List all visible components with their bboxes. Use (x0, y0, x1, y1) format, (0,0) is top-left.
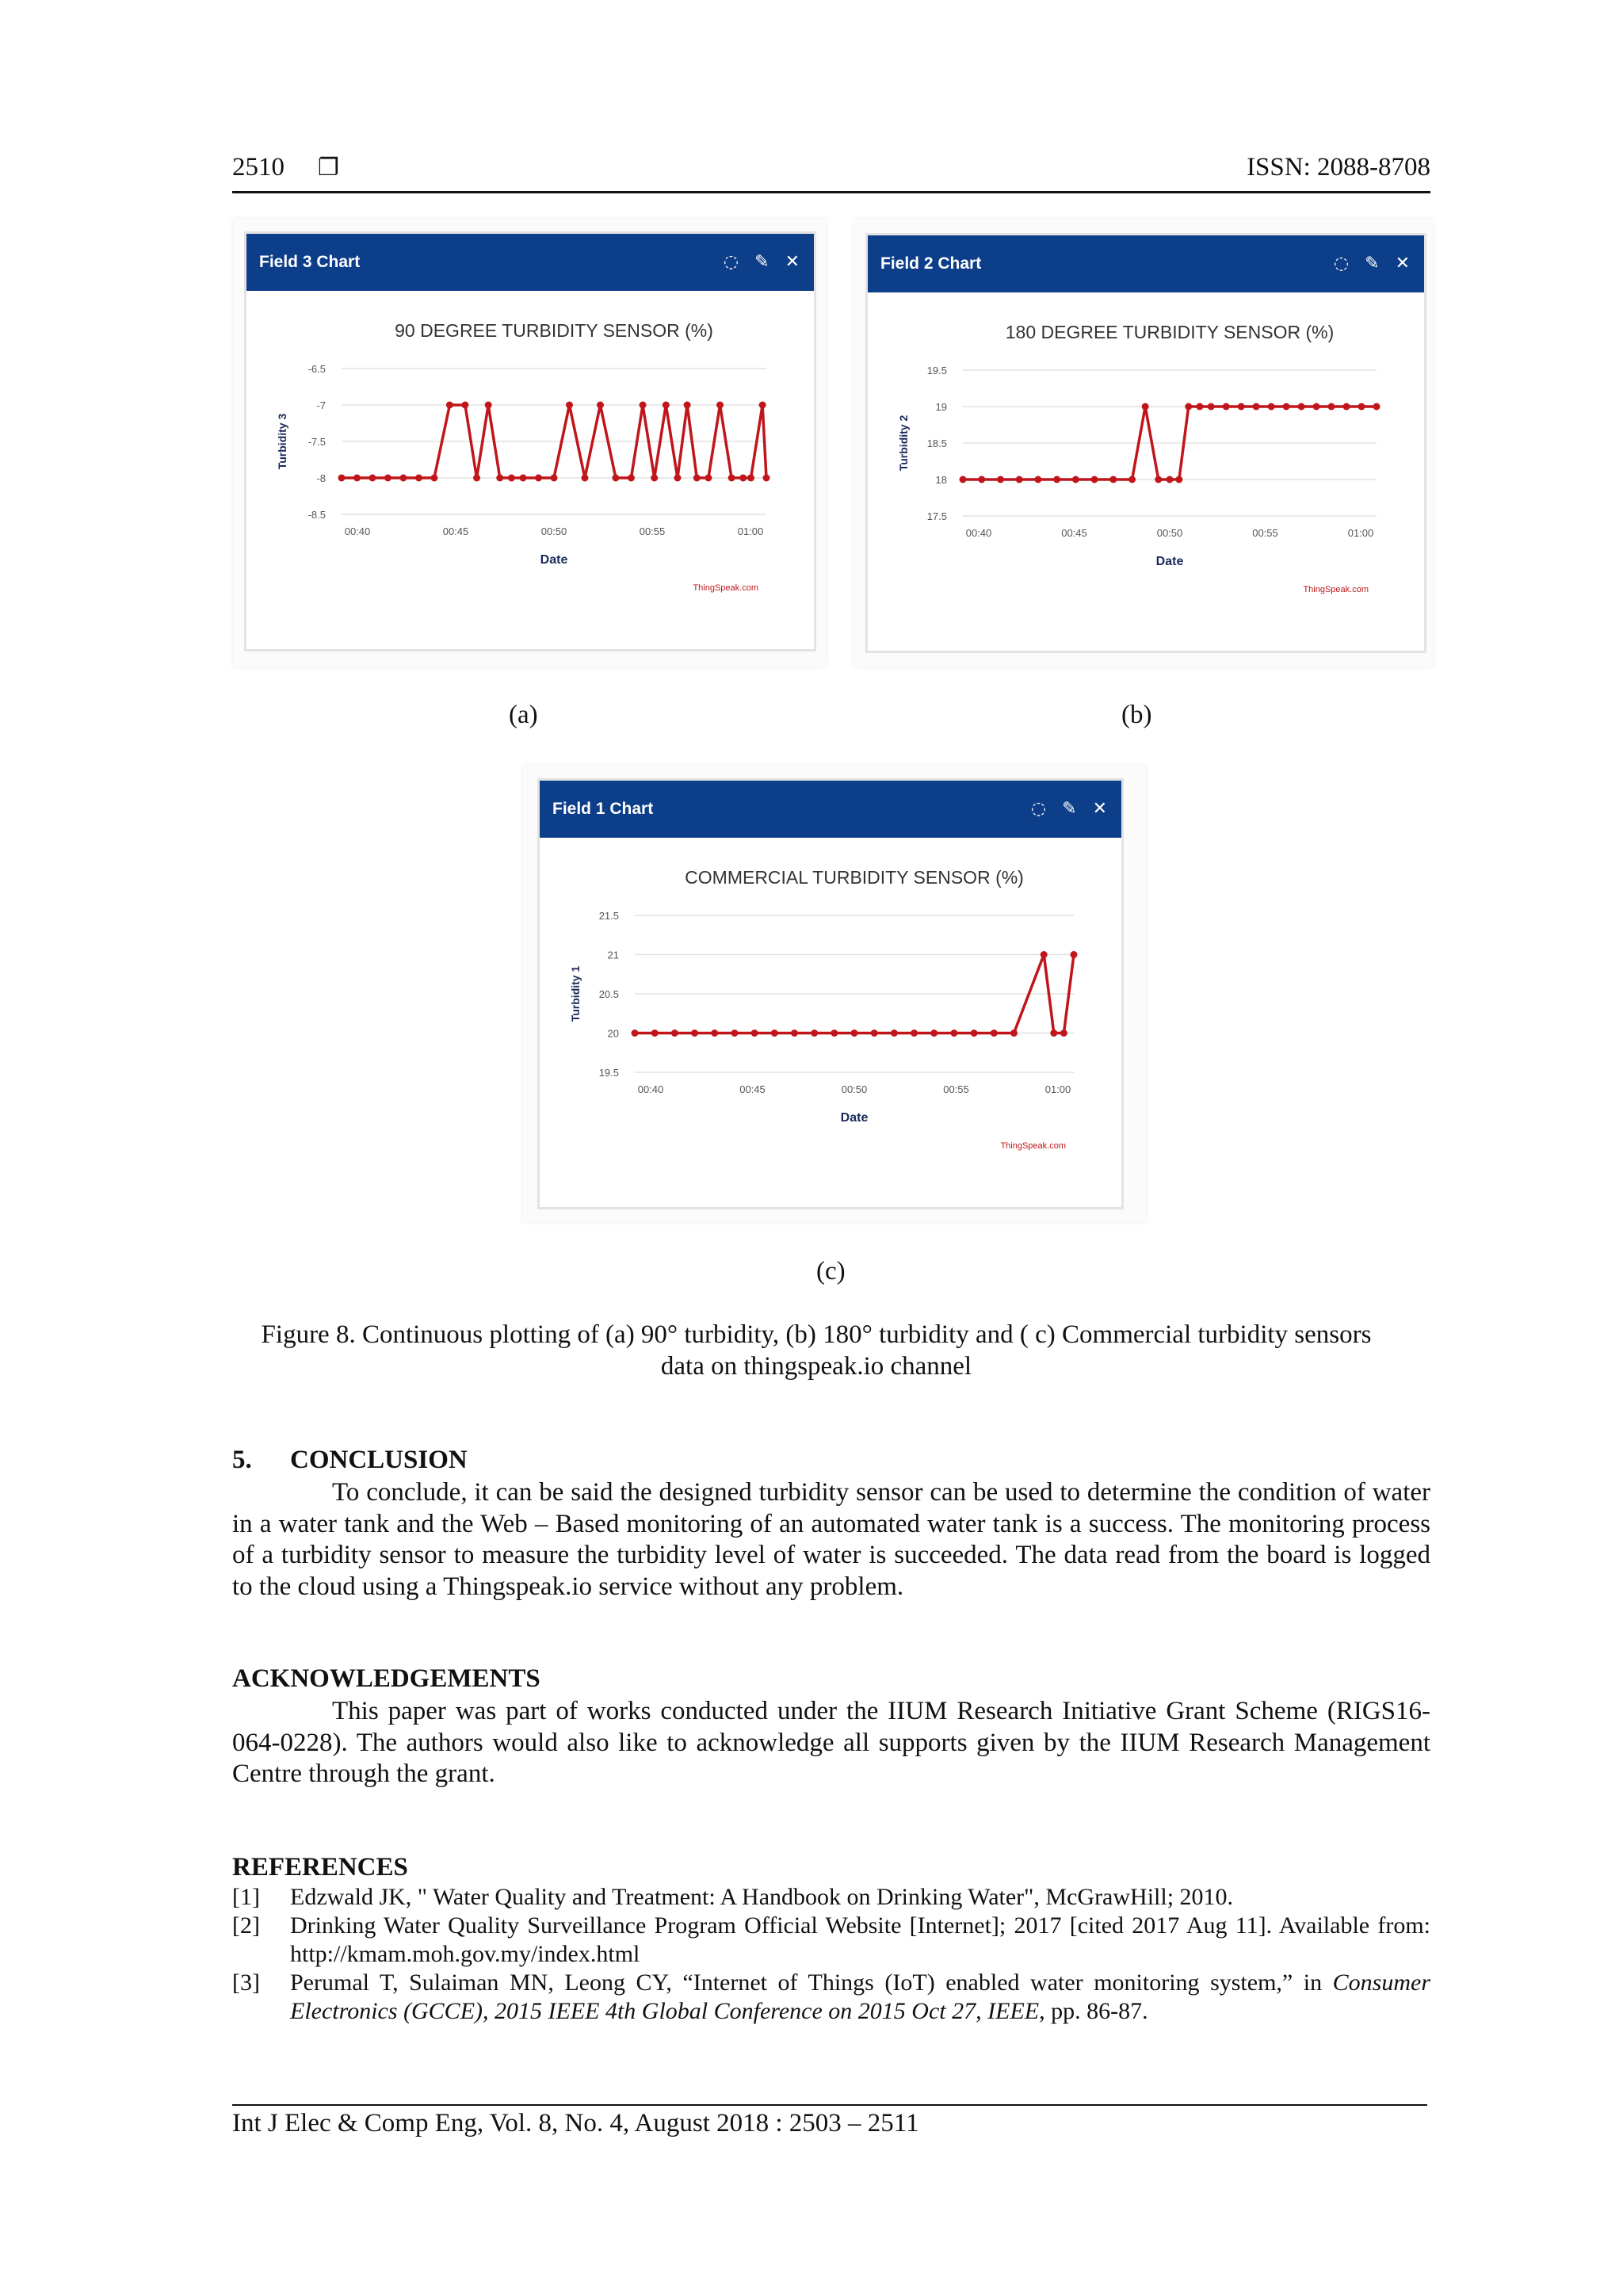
data-point (1253, 403, 1260, 411)
data-point (338, 475, 346, 482)
y-tick-label: -8.5 (307, 509, 326, 521)
data-point (446, 402, 453, 409)
close-icon[interactable]: ✕ (1395, 254, 1410, 273)
data-point (430, 475, 437, 482)
figure-c-panel-title: Field 1 Chart (552, 800, 654, 818)
data-point (1091, 476, 1098, 483)
thingspeak-watermark: ThingSpeak.com (1303, 585, 1369, 594)
reference-text-main: Perumal T, Sulaiman MN, Leong CY, “Internet of Things (IoT) enabled water monitoring system,” in (290, 1969, 1333, 1996)
figure-c-frame (523, 766, 1146, 1222)
data-point (751, 1030, 758, 1037)
reference-text (290, 1969, 1430, 2026)
data-point (739, 475, 747, 482)
conclusion-heading: CONCLUSION (290, 1446, 468, 1474)
x-tick-label: 00:50 (841, 1083, 868, 1095)
data-point (566, 402, 573, 409)
x-axis-label: Date (540, 553, 568, 567)
reference-venue: Consumer Electronics (GCCE), 2015 IEEE 4th Global Conference on 2015 Oct 27, IEEE (290, 1969, 1430, 2024)
data-point (1071, 951, 1078, 958)
y-tick-label: -7 (316, 399, 326, 411)
page-header-left (232, 153, 339, 182)
data-point (651, 1030, 659, 1037)
data-point (1167, 476, 1174, 483)
reference-number: [2] (232, 1912, 260, 1939)
data-point (581, 475, 588, 482)
y-tick-label: 19.5 (926, 365, 947, 376)
data-point (508, 475, 515, 482)
data-point (747, 475, 754, 482)
x-tick-label: 00:45 (739, 1083, 766, 1095)
thingspeak-watermark: ThingSpeak.com (1000, 1141, 1066, 1151)
figure-b-panel-icons (1334, 235, 1410, 292)
data-point (960, 476, 967, 483)
y-axis-label: Turbidity 3 (276, 413, 288, 470)
figure-b-frame (854, 219, 1433, 667)
data-point (811, 1030, 818, 1037)
x-tick-label: 01:00 (737, 525, 764, 537)
y-tick-label: -6.5 (307, 363, 326, 375)
data-point (1298, 403, 1305, 411)
figure-b-panel-title: Field 2 Chart (880, 254, 982, 273)
data-point (1313, 403, 1320, 411)
data-point (1238, 403, 1245, 411)
figure-a-panel (244, 231, 816, 651)
data-point (1109, 476, 1117, 483)
reference-item (232, 1912, 1430, 1969)
comment-icon[interactable]: ◌ (1030, 799, 1047, 819)
reference-text: Edzwald JK, " Water Quality and Treatment: A Handbook on Drinking Water", McGrawHill; 2010. (290, 1884, 1234, 1910)
edit-icon[interactable]: ✎ (1062, 799, 1077, 819)
data-point (674, 475, 681, 482)
figure-b-label: (b) (1121, 701, 1152, 729)
figure-a-label: (a) (509, 701, 538, 729)
thingspeak-watermark: ThingSpeak.com (693, 583, 758, 593)
close-icon[interactable]: ✕ (1092, 799, 1107, 819)
data-point (691, 1030, 698, 1037)
data-point (415, 475, 422, 482)
y-tick-label: 18 (935, 474, 947, 486)
data-point (684, 402, 691, 409)
y-tick-label: -7.5 (307, 436, 326, 448)
data-point (1041, 951, 1048, 958)
data-point (971, 1030, 978, 1037)
x-tick-label: 00:55 (1252, 527, 1278, 539)
data-point (911, 1030, 918, 1037)
data-point (1343, 403, 1350, 411)
acknowledgements-heading: ACKNOWLEDGEMENTS (232, 1664, 540, 1693)
reference-item (232, 1883, 1430, 1912)
edit-icon[interactable]: ✎ (754, 252, 769, 272)
data-point (1155, 476, 1162, 483)
x-tick-label: 00:55 (943, 1083, 969, 1095)
data-point (711, 1030, 718, 1037)
data-point (1072, 476, 1079, 483)
data-point (728, 475, 735, 482)
acknowledgements-paragraph: This paper was part of works conducted under the IIUM Research Initiative Grant Scheme (RIGS16-064-0228). The authors would also like to acknowledge all supports given by the IIUM Research Management Centre through the grant. (232, 1697, 1430, 1788)
x-tick-label: 00:50 (540, 525, 567, 537)
x-tick-label: 00:45 (1061, 527, 1087, 539)
y-tick-label: 18.5 (926, 437, 947, 449)
y-tick-label: 17.5 (926, 510, 947, 522)
data-point (485, 402, 492, 409)
issn-label: ISSN: 2088-8708 (1247, 153, 1430, 181)
data-point (851, 1030, 858, 1037)
reference-number: [1] (232, 1884, 260, 1910)
figure-a-frame (233, 219, 826, 667)
data-point (1053, 476, 1060, 483)
y-tick-label: 20 (607, 1027, 619, 1040)
data-point (628, 475, 635, 482)
data-point (399, 475, 407, 482)
data-point (496, 475, 503, 482)
y-axis-label: Turbidity 2 (897, 415, 910, 472)
data-point (997, 476, 1004, 483)
data-point (950, 1030, 957, 1037)
data-point (651, 475, 658, 482)
header-rule (232, 191, 1430, 193)
data-point (473, 475, 480, 482)
data-point (991, 1030, 998, 1037)
data-point (1128, 476, 1136, 483)
x-tick-label: 01:00 (1044, 1083, 1071, 1095)
data-point (731, 1030, 738, 1037)
x-tick-label: 00:50 (1156, 527, 1183, 539)
x-tick-label: 00:40 (965, 527, 992, 539)
figure-c-chart (540, 838, 1121, 1207)
figure-a-panel-icons (724, 234, 800, 291)
data-point (520, 475, 527, 482)
data-point (1010, 1030, 1018, 1037)
data-point (671, 1030, 678, 1037)
data-point (640, 402, 647, 409)
y-tick-label: -8 (316, 472, 326, 484)
y-tick-label: 19.5 (598, 1067, 619, 1079)
data-point (597, 402, 604, 409)
data-point (551, 475, 558, 482)
data-point (759, 402, 766, 409)
data-point (1328, 403, 1335, 411)
data-point (461, 402, 468, 409)
figure-a-panel-title: Field 3 Chart (259, 253, 361, 271)
y-tick-label: 21 (607, 949, 619, 961)
figure-caption: Figure 8. Continuous plotting of (a) 90° turbidity, (b) 180° turbidity and ( c) Commercial turbidity sensors data on thingspeak.io channel (261, 1320, 1372, 1381)
data-point (1223, 403, 1230, 411)
figure-b-panel (865, 233, 1426, 653)
figure-c-panel (537, 778, 1124, 1209)
data-point (1142, 403, 1149, 411)
x-axis-label: Date (1155, 555, 1184, 568)
data-point (1185, 403, 1192, 411)
data-point (891, 1030, 898, 1037)
data-point (978, 476, 985, 483)
chart-title: 180 DEGREE TURBIDITY SENSOR (%) (1005, 322, 1335, 342)
data-point (1373, 403, 1381, 411)
x-axis-label: Date (840, 1111, 869, 1125)
reference-list (232, 1883, 1430, 2026)
data-point (831, 1030, 838, 1037)
x-tick-label: 01:00 (1347, 527, 1374, 539)
data-point (1208, 403, 1215, 411)
data-point (763, 475, 770, 482)
x-tick-label: 00:45 (442, 525, 469, 537)
data-point (369, 475, 376, 482)
data-point (771, 1030, 778, 1037)
x-tick-label: 00:55 (639, 525, 666, 537)
footer-citation: Int J Elec & Comp Eng, Vol. 8, No. 4, August 2018 : 2503 – 2511 (232, 2109, 919, 2137)
figure-a-chart (246, 291, 814, 649)
data-point (612, 475, 619, 482)
references-heading: REFERENCES (232, 1853, 408, 1881)
page-number: 2510 (232, 153, 285, 181)
data-point (791, 1030, 798, 1037)
reference-text: Drinking Water Quality Surveillance Program Official Website [Internet]; 2017 [cited 2017 Aug 11]. Available from: http://kmam.moh.gov.my/index.html (290, 1912, 1430, 1967)
y-tick-label: 19 (935, 401, 947, 413)
box-icon: ❐ (318, 153, 339, 181)
conclusion-heading-number: 5. (232, 1446, 252, 1474)
data-point (535, 475, 542, 482)
data-point (693, 475, 701, 482)
y-tick-label: 20.5 (598, 988, 619, 1000)
x-tick-label: 00:40 (344, 525, 371, 537)
data-point (716, 402, 724, 409)
data-point (632, 1030, 639, 1037)
data-point (1283, 403, 1290, 411)
data-point (353, 475, 361, 482)
y-tick-label: 21.5 (598, 910, 619, 922)
conclusion-heading-row (232, 1446, 468, 1475)
footer-rule (232, 2104, 1427, 2106)
data-point (930, 1030, 938, 1037)
figure-c-panel-icons (1031, 781, 1107, 838)
data-point (1175, 476, 1182, 483)
y-axis-label: Turbidity 1 (569, 965, 582, 1022)
close-icon[interactable]: ✕ (785, 252, 800, 272)
conclusion-paragraph: To conclude, it can be said the designed turbidity sensor can be used to determine the condition of water in a water tank and the Web – Based monitoring of an automated water tank is a success. The monitoring process of a turbidity sensor to measure the turbidity level of water is succeeded. The data read from the board is logged to the cloud using a Thingspeak.io service without any problem. (232, 1478, 1430, 1601)
chart-title: 90 DEGREE TURBIDITY SENSOR (%) (395, 320, 713, 341)
data-point (663, 402, 670, 409)
data-point (1060, 1030, 1067, 1037)
data-point (1050, 1030, 1057, 1037)
data-point (1268, 403, 1275, 411)
data-point (384, 475, 391, 482)
reference-number: [3] (232, 1969, 260, 1996)
figure-b-chart (868, 292, 1424, 651)
data-point (705, 475, 712, 482)
x-tick-label: 00:40 (637, 1083, 664, 1095)
data-point (1016, 476, 1023, 483)
edit-icon[interactable]: ✎ (1365, 254, 1380, 273)
reference-pages: , pp. 86-87. (1039, 1998, 1148, 2024)
data-point (1196, 403, 1203, 411)
comment-icon[interactable]: ◌ (1333, 254, 1350, 273)
data-point (1034, 476, 1041, 483)
data-point (871, 1030, 878, 1037)
comment-icon[interactable]: ◌ (723, 252, 739, 272)
data-point (1358, 403, 1365, 411)
chart-title: COMMERCIAL TURBIDITY SENSOR (%) (685, 867, 1024, 888)
figure-c-label: (c) (816, 1257, 846, 1286)
reference-item (232, 1969, 1430, 2026)
